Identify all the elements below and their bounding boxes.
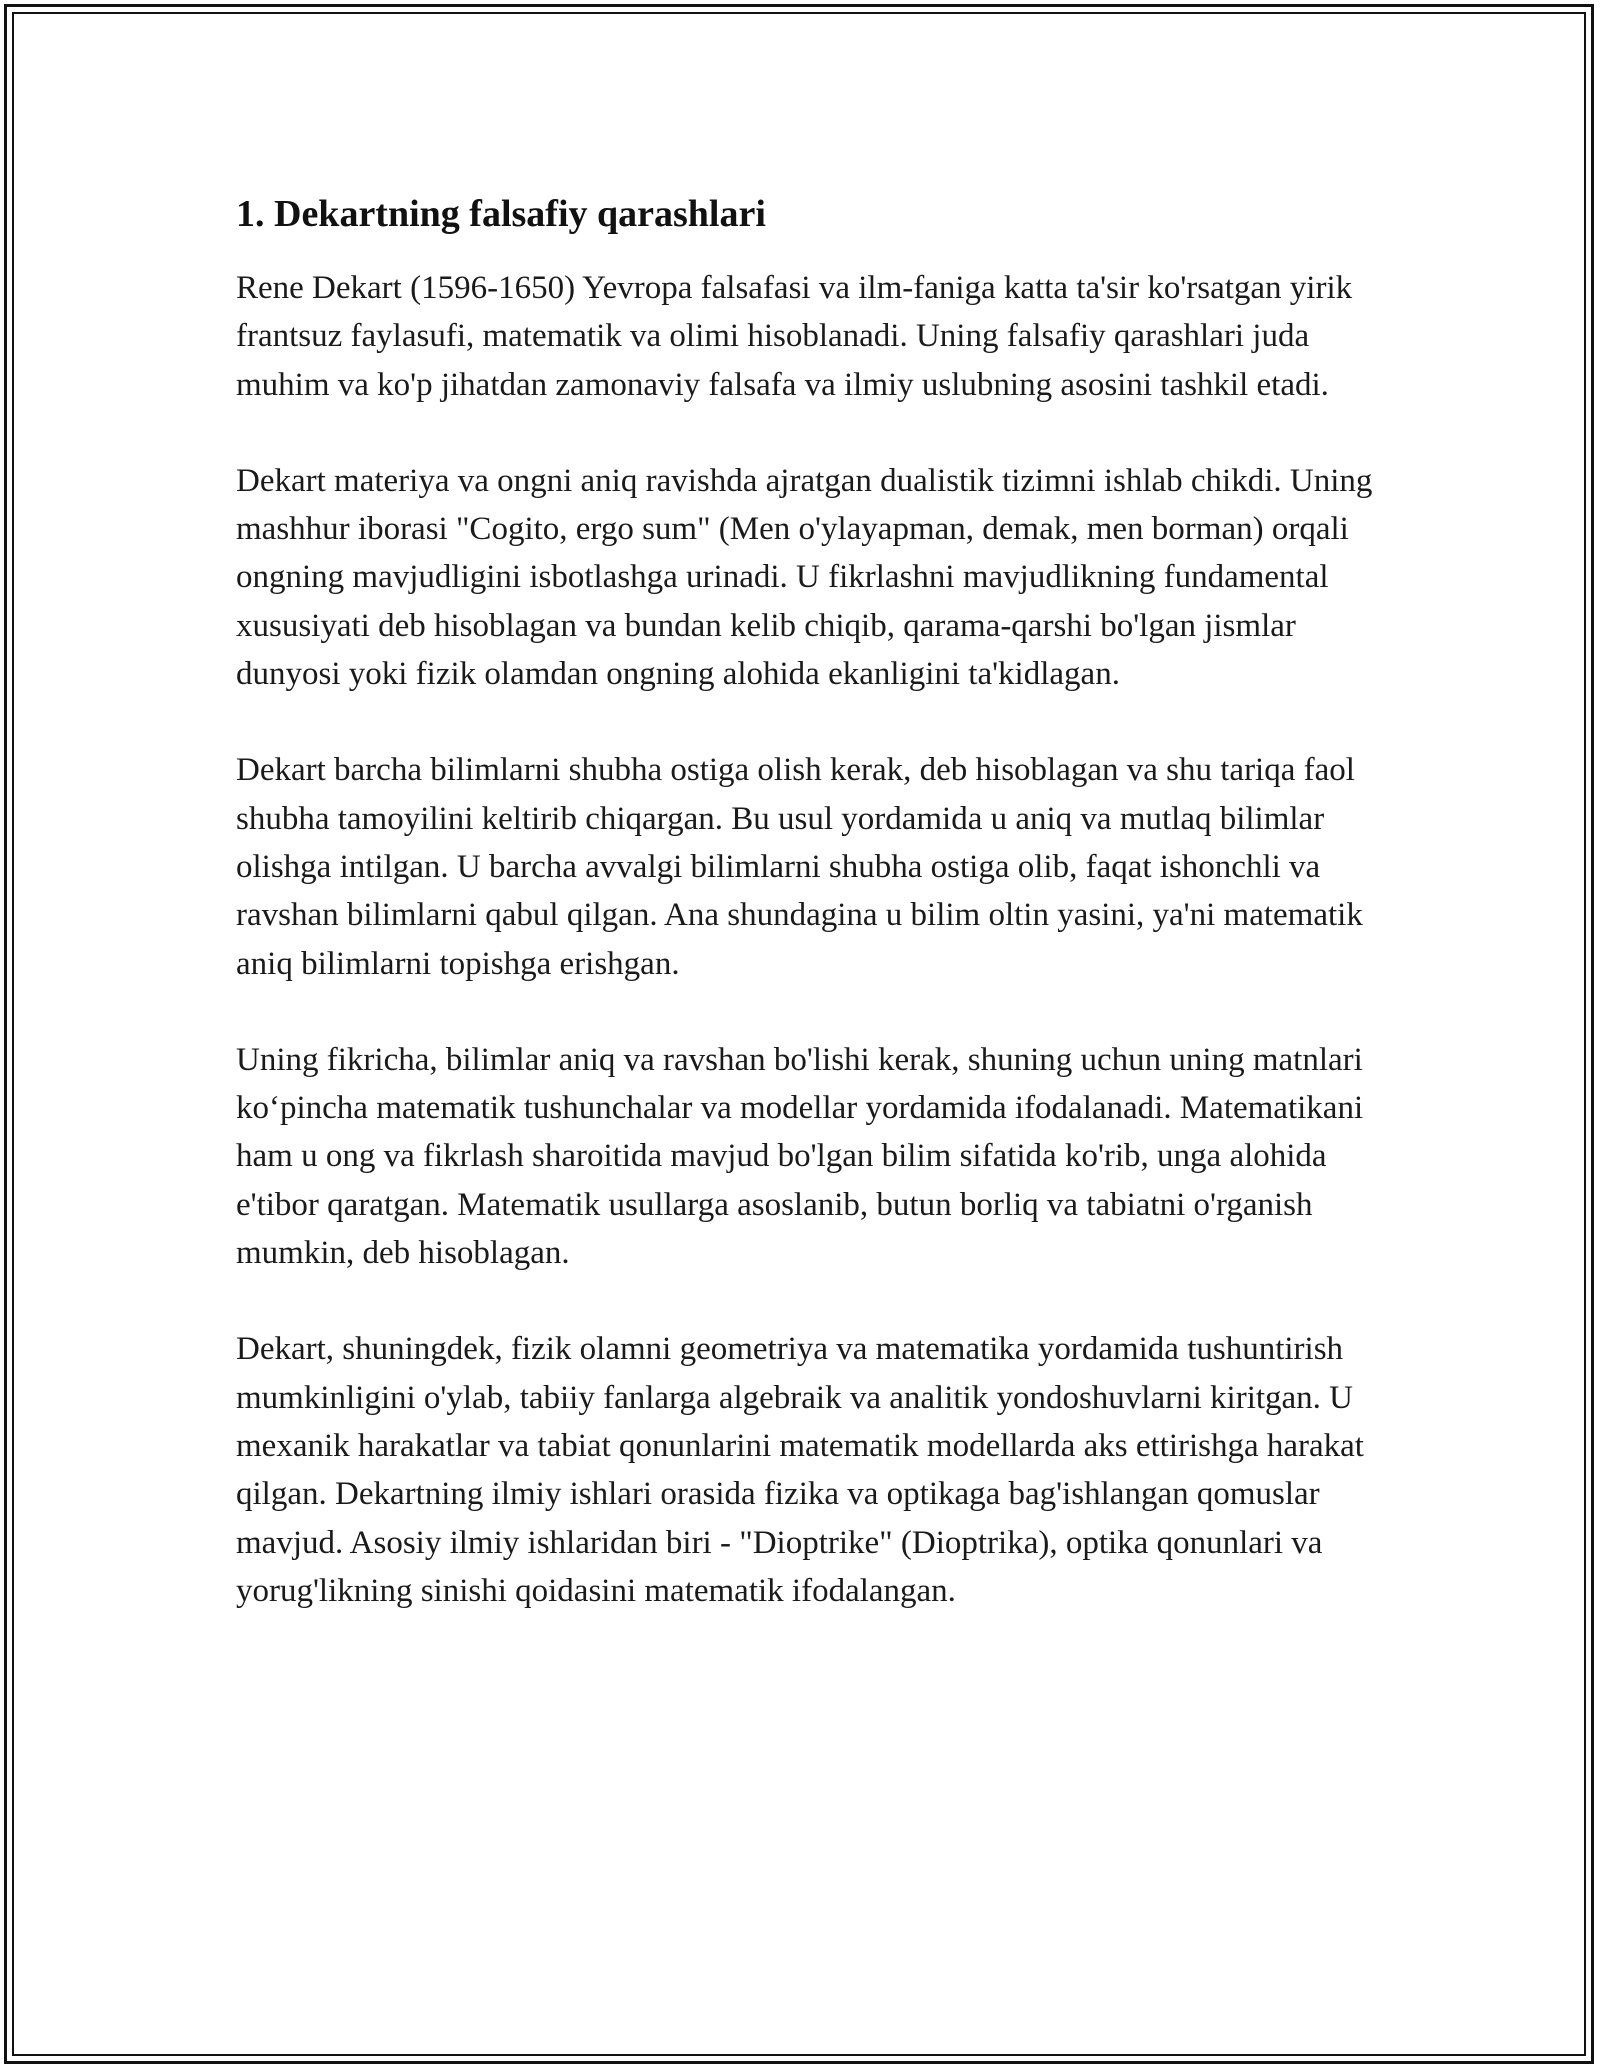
paragraph-2: Dekart materiya va ongni aniq ravishda ajratgan dualistik tizimni ishlab chikdi. Uning mashhur iborasi "Cogito, ergo sum" (Men o'ylayapman, demak, men borman) orqali ongning mavjudligini isbotlashga urinadi. U fikrlashni mavjudlikning fundamental xususiyati deb hisoblagan va bundan kelib chiqib, qarama-qarshi bo'lgan jismlar dunyosi yoki fizik olamdan ongning alohida ekanligini ta'kidlagan. bbox=[236, 462, 1373, 693]
section-heading: 1. Dekartning falsafiy qarashlari bbox=[236, 193, 766, 235]
document-body bbox=[236, 186, 1376, 1663]
paragraph-5: Dekart, shuningdek, fizik olamni geometriya va matematika yordamida tushuntirish mumkinligini o'ylab, tabiiy fanlarga algebraik va analitik yondoshuvlarni kiritgan. U mexanik harakatlar va tabiat qonunlarini matematik modellarda aks ettirishga harakat qilgan. Dekartning ilmiy ishlari orasida fizika va optikaga bag'ishlangan qomuslar mavjud. Asosiy ilmiy ishlaridan biri - "Dioptrike" (Dioptrika), optika qonunlari va yorug'likning sinishi qoidasini matematik ifodalangan. bbox=[236, 1331, 1364, 1609]
paragraph-3: Dekart barcha bilimlarni shubha ostiga olish kerak, deb hisoblagan va shu tariqa faol shubha tamoyilini keltirib chiqargan. Bu usul yordamida u aniq va mutlaq bilimlar olishga intilgan. U barcha avvalgi bilimlarni shubha ostiga olib, faqat ishonchli va ravshan bilimlarni qabul qilgan. Ana shundagina u bilim oltin yasini, ya'ni matematik aniq bilimlarni topishga erishgan. bbox=[236, 752, 1363, 982]
paragraph-4: Uning fikricha, bilimlar aniq va ravshan bo'lishi kerak, shuning uchun uning matnlari ko‘pincha matematik tushunchalar va modellar yordamida ifodalanadi. Matematikani ham u ong va fikrlash sharoitida mavjud bo'lgan bilim sifatida ko'rib, unga alohida e'tibor qaratgan. Matematik usullarga asoslanib, butun borliq va tabiatni o'rganish mumkin, deb hisoblagan. bbox=[236, 1041, 1364, 1272]
paragraph-1: Rene Dekart (1596-1650) Yevropa falsafasi va ilm-faniga katta ta'sir ko'rsatgan yirik frantsuz faylasufi, matematik va olimi hisoblanadi. Uning falsafiy qarashlari juda muhim va ko'p jihatdan zamonaviy falsafa va ilmiy uslubning asosini tashkil etadi. bbox=[236, 270, 1353, 403]
